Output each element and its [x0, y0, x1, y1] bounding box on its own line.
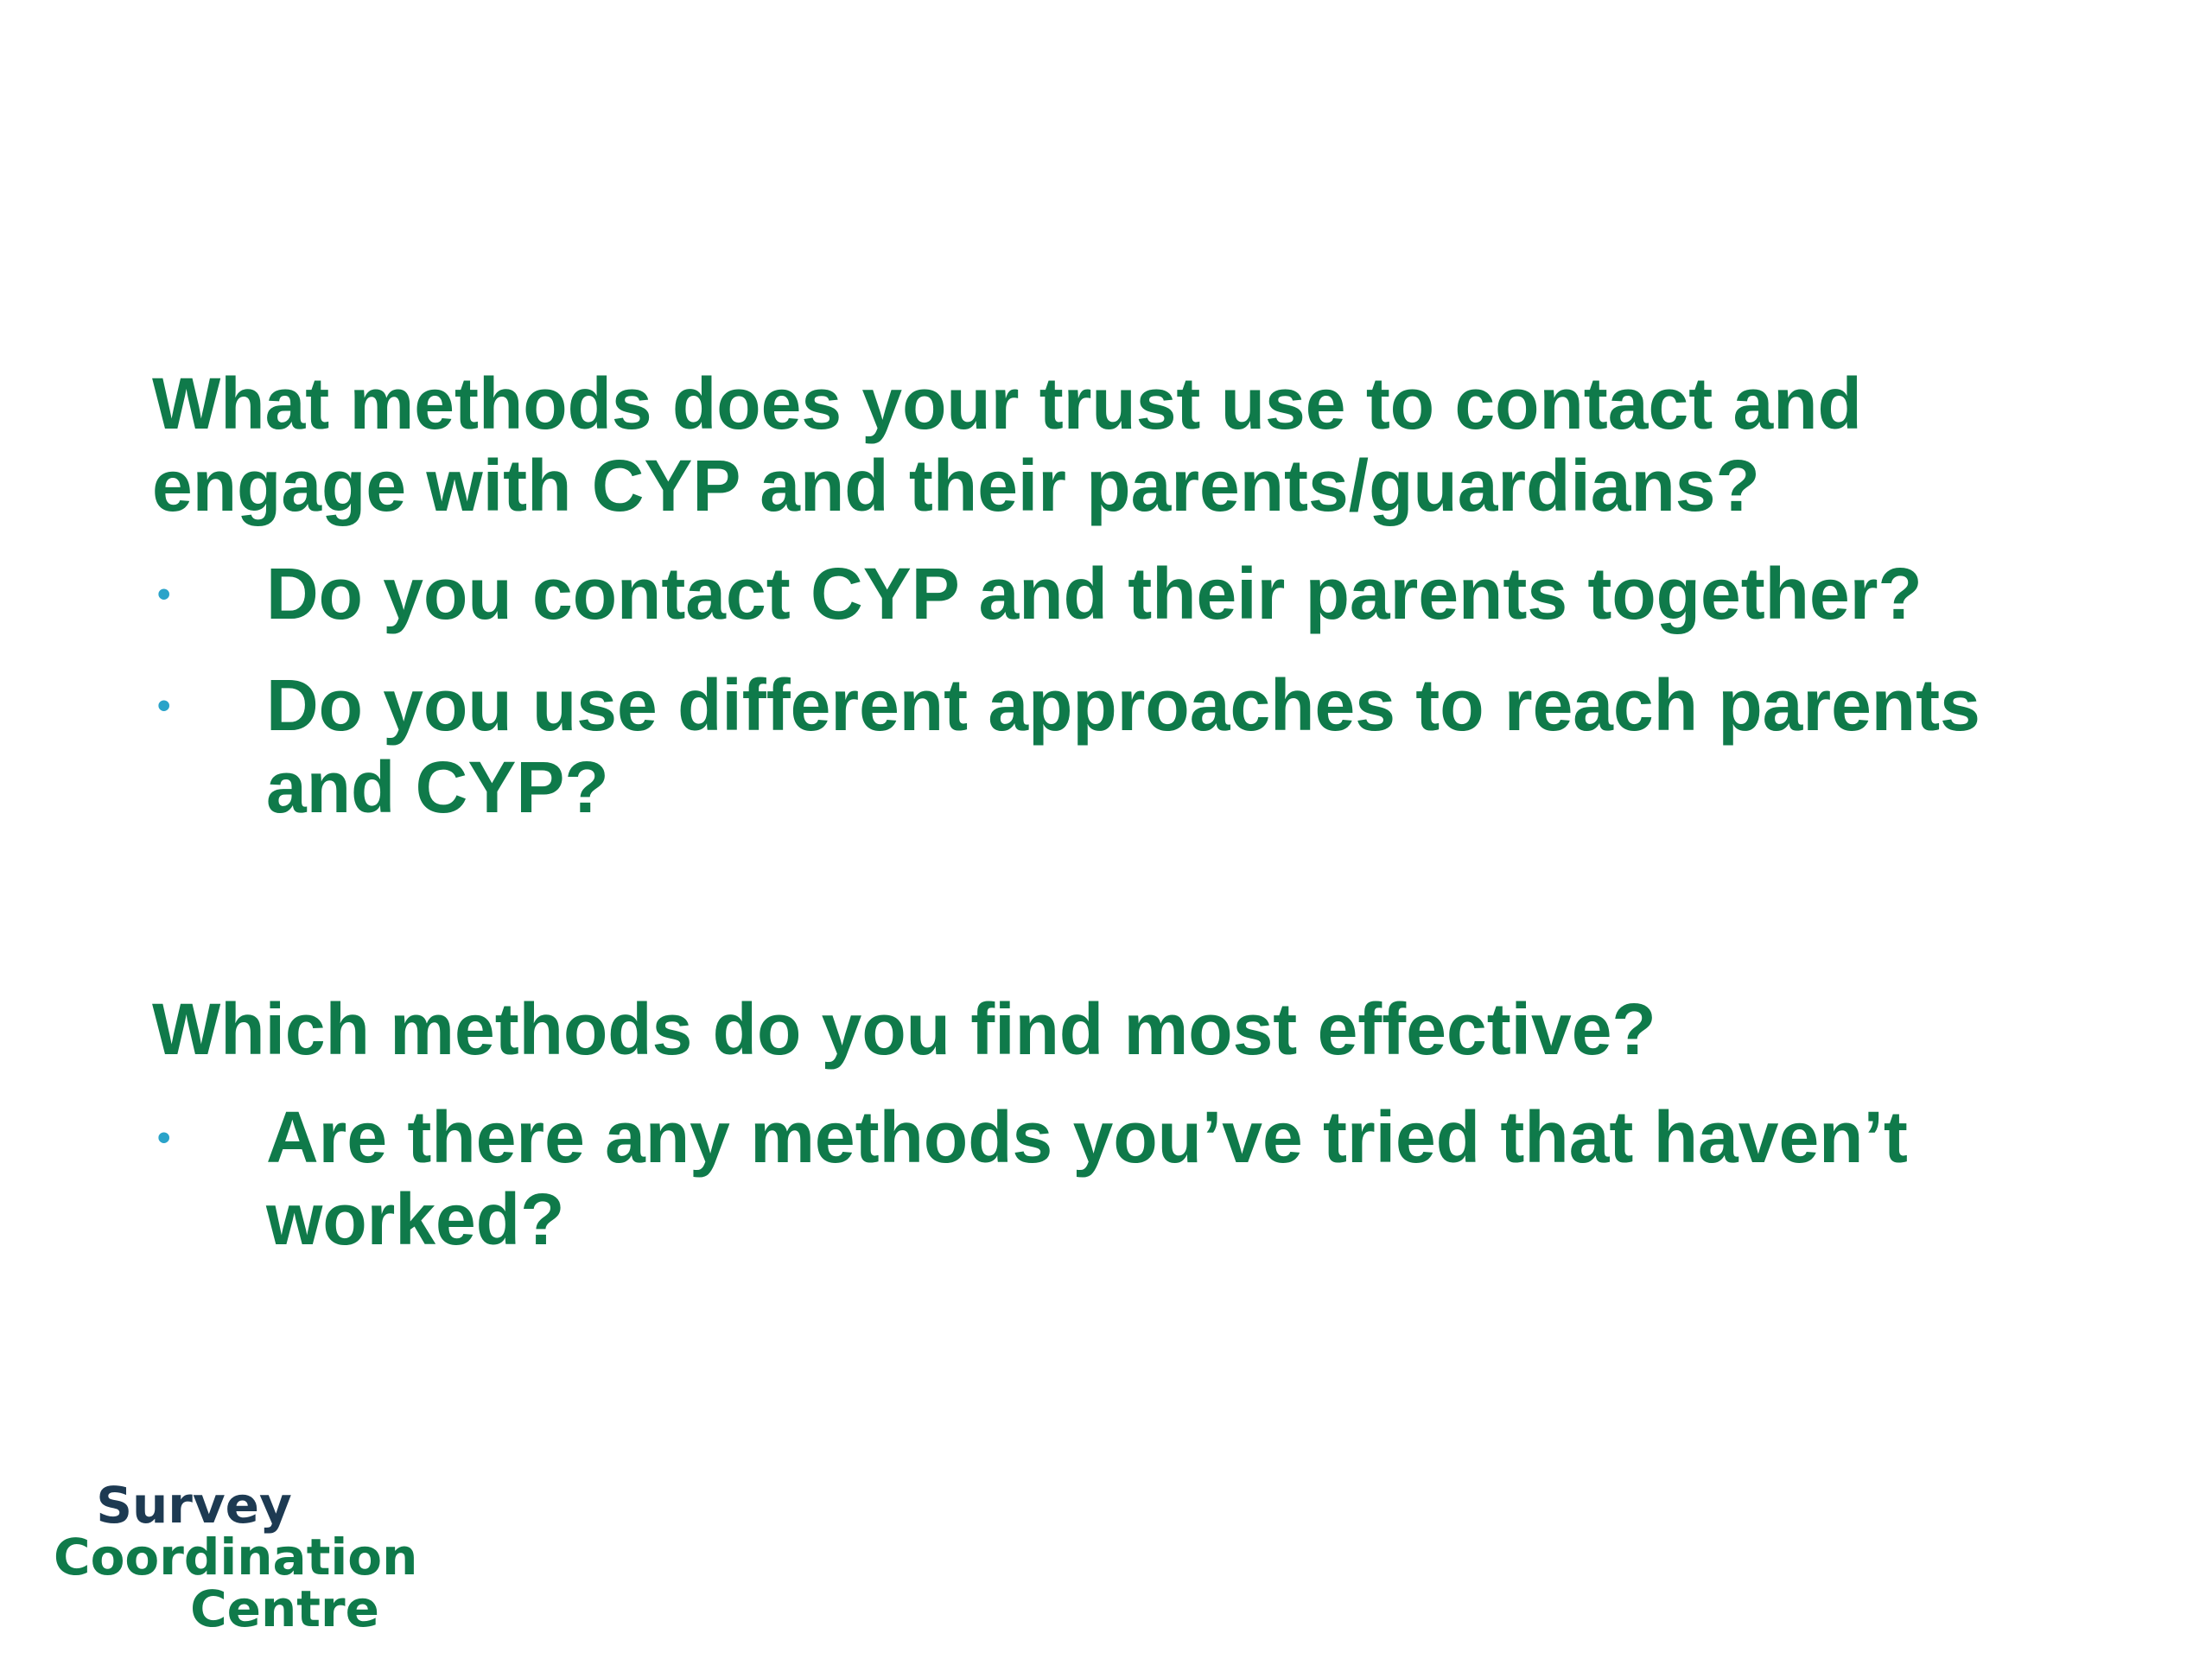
- survey-coordination-centre-logo: [54, 1476, 418, 1638]
- bullet-list-effective: [152, 1096, 2096, 1261]
- bullet-text: Are there any methods you’ve tried that haven’t worked?: [266, 1096, 1908, 1260]
- question-contact-methods: What methods does your trust use to contact and engage with CYP and their parents/guardians?: [152, 363, 1862, 526]
- bullet-text: Do you contact CYP and their parents together?: [266, 553, 1923, 634]
- bullet-item: [152, 1096, 2096, 1261]
- bullet-item: [152, 664, 2096, 829]
- bullet-icon: •: [157, 684, 171, 727]
- slide-content: [152, 363, 2096, 1261]
- logo-line-centre: Centre: [190, 1580, 379, 1638]
- bullet-item: [152, 553, 2096, 635]
- logo-line-survey: Survey: [96, 1476, 292, 1535]
- bullet-icon: •: [157, 1116, 171, 1159]
- logo-line-coordination: Coordination: [54, 1528, 418, 1586]
- bullet-icon: •: [157, 573, 171, 615]
- question-effective-methods: Which methods do you find most effective?: [152, 988, 1656, 1070]
- bullet-list-contact: [152, 553, 2096, 829]
- bullet-text: Do you use different approaches to reach parents and CYP?: [266, 664, 1980, 828]
